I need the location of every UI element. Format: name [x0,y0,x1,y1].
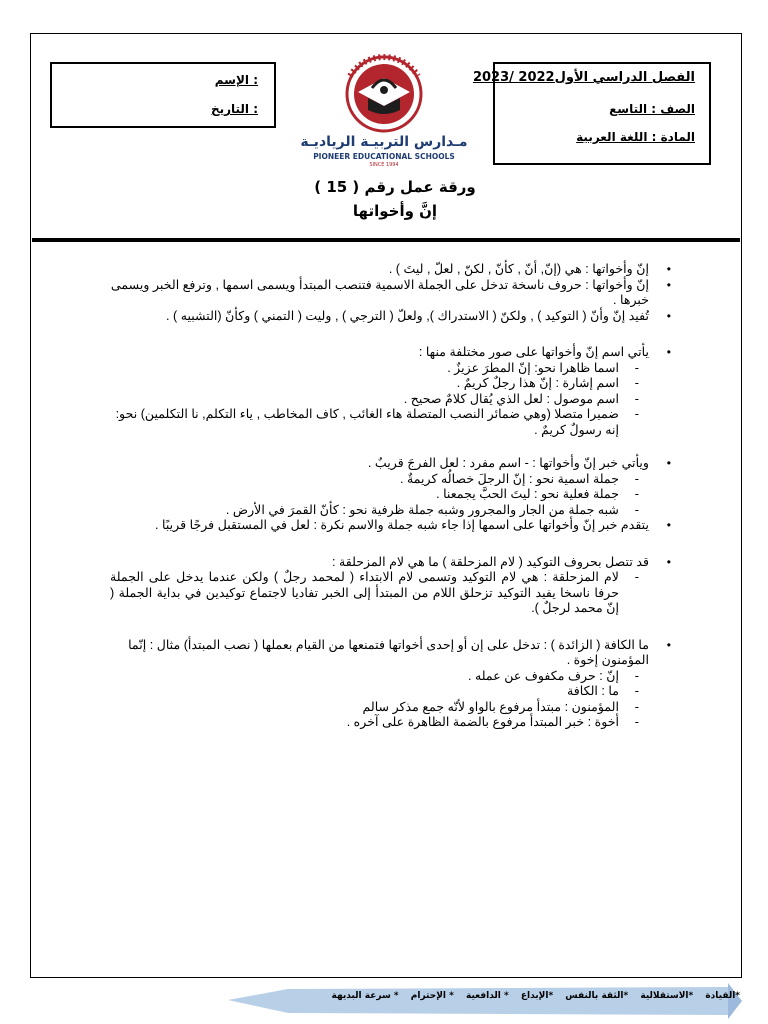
sub-item: - جملة فعلية نحو : ليتَ الحبَّ يجمعنا . [110,487,649,503]
sub-item: - ما : الكافة [110,684,649,700]
value-leadership: *القيادة [705,991,740,1001]
date-label: : التاريخ [210,102,258,116]
term-label: الفصل الدراسي الأول2022 /2023 [472,70,695,85]
value-quick-wit: * سرعة البديهة [331,991,399,1001]
student-info-box [50,62,276,128]
bullet-item: • ما الكافة ( الزائدة ) : تدخل على إن أو إحدى أخواتها فتمنعها من القيام بعملها ( نصب المبتدأ) مثال : إنّما المؤمنون إخوة . - إنّ : حرف مكفوف عن عمله . - ما : الكافة - المؤمنون : مبتدأ مرفوع بالواو لأنّه جمع مذكر سالم - أخوة : خبر المبتدأ مرفوع بالضمة الظاهرة على آخره . [110,638,665,731]
subject-label: المادة : اللغة العربية [576,130,695,144]
grade-label: الصف : التاسع [609,102,695,116]
value-self-confidence: *الثقة بالنفس [565,991,629,1001]
sub-item: - ضميرا متصلا (وهي ضمائر النصب المتصلة هاء الغائب , كاف المخاطب , ياء التكلم, نا التكلمين) نحو: إنه رسولٌ كريمٌ . [110,407,649,438]
sub-item: - لام المزحلقة : هي لام التوكيد وتسمى لام الابتداء ( لمحمد رجلٌ ) ولكن عندما يدخل على الجملة حرفا ناسخا يفيد التوكيد تزحلق اللام من المبتدأ إلى الخبر تفاديا لاجتماع توكيدين في بداية الجملة ( إنّ محمد لرجلٌ ). [110,570,649,617]
school-name-english: PIONEER EDUCATIONAL SCHOOLS [313,152,455,161]
lesson-content [110,262,665,731]
bullet-item: • إنّ وأخواتها : هي (إنّ, أنّ , كأنّ , لكنّ , لعلّ , ليتَ ) . [110,262,665,278]
worksheet-number: ورقة عمل رقم ( 15 ) [314,178,476,196]
bullet-item: • تُفيد إنّ وأنّ ( التوكيد ) , ولكنّ ( الاستدراك ), ولعلّ ( الترجي ) , وليت ( التمني ) وكأنّ (التشبيه ) . [110,309,665,325]
sub-item: - اسم موصول : لعل الذي يُقال كلامٌ صحيح . [110,392,649,408]
sub-item: - المؤمنون : مبتدأ مرفوع بالواو لأنّه جمع مذكر سالم [110,700,649,716]
bullet-item: • يتقدم خبر إنّ وأخواتها على اسمها إذا جاء شبه جملة والاسم نكرة : لعل في المستقبل فرجًا قريبًا . [110,518,665,534]
header-divider [32,238,740,242]
name-label: : الإسم [214,73,258,87]
bullet-item: • ويأتي خبر إنّ وأخواتها : - اسم مفرد : لعل الفرجَ قريبٌ . - جملة اسمية نحو : إنّ الرجلَ خصالُه كريمةٌ . - جملة فعلية نحو : ليتَ الحبَّ يجمعنا . - شبه جملة من الجار والمجرور وشبه جملة ظرفية نحو : كأنّ القمرَ في الأرض . [110,456,665,518]
sub-item: - جملة اسمية نحو : إنّ الرجلَ خصالُه كريمةٌ . [110,472,649,488]
school-logo [298,52,470,174]
sub-item: - إنّ : حرف مكفوف عن عمله . [110,669,649,685]
worksheet-topic: إنَّ وأخواتها [352,202,438,220]
section-definition [110,262,665,324]
sub-item: - أخوة : خبر المبتدأ مرفوع بالضمة الظاهرة على آخره . [110,715,649,731]
sub-item: - شبه جملة من الجار والمجرور وشبه جملة ظرفية نحو : كأنّ القمرَ في الأرض . [110,503,649,519]
value-creativity: *الإبداع [520,991,554,1001]
section-noun-forms [110,345,665,438]
course-info-box [472,62,711,165]
value-independence: *الاستقلالية [640,991,694,1001]
section-ma-kaffa [110,638,665,731]
school-since: SINCE 1994 [369,162,399,168]
sub-item: - اسما ظاهرا نحو: إنّ المطرَ عزيزٌ . [110,361,649,377]
bullet-item: • يأتي اسم إنّ وأخواتها على صور مختلفة منها : - اسما ظاهرا نحو: إنّ المطرَ عزيزٌ . - اسم إشارة : إنّ هذا رجلٌ كريمٌ . - اسم موصول : لعل الذي يُقال كلامٌ صحيح . - ضميرا متصلا (وهي ضمائر النصب المتصلة هاء الغائب , كاف المخاطب , ياء التكلم, نا التكلمين) نحو: إنه رسولٌ كريمٌ . [110,345,665,438]
sub-item: - اسم إشارة : إنّ هذا رجلٌ كريمٌ . [110,376,649,392]
school-name-arabic: مـدارس التربيـة الرياديـة [300,134,468,150]
value-respect: * الإحترام [410,991,454,1001]
section-lam-muzhalaqa [110,555,665,617]
section-predicate-forms [110,456,665,534]
bullet-item: • إنّ وأخواتها : حروف ناسخة تدخل على الجملة الاسمية فتنصب المبتدأ ويسمى اسمها , وترفع الخبر ويسمى خبرها . [110,278,665,309]
value-motivation: * الدافعية [466,991,509,1001]
values-list [232,991,740,1001]
bullet-item: • قد تتصل بحروف التوكيد ( لام المزحلقة ) ما هي لام المزحلقة : - لام المزحلقة : هي لام التوكيد وتسمى لام الابتداء ( لمحمد رجلٌ ) ولكن عندما يدخل على الجملة حرفا ناسخا يفيد التوكيد تزحلق اللام من المبتدأ إلى الخبر تفاديا لاجتماع توكيدين في بداية الجملة ( إنّ محمد لرجلٌ ). [110,555,665,617]
